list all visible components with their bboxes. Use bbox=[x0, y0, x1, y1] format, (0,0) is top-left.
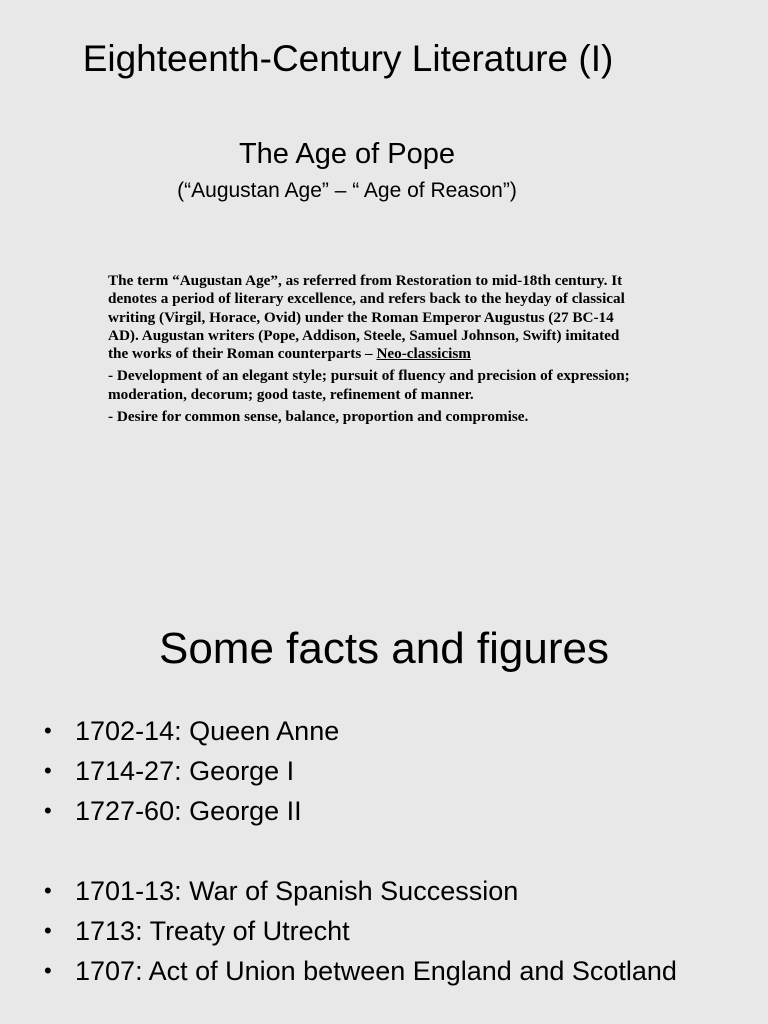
list-item-text: 1702-14: Queen Anne bbox=[75, 716, 340, 746]
bullet-icon: • bbox=[44, 718, 52, 743]
list-item-text: 1707: Act of Union between England and Scotland bbox=[75, 956, 677, 986]
list-item bbox=[44, 915, 744, 947]
list-item-text: 1727-60: George II bbox=[75, 796, 302, 826]
slide-facts-and-figures bbox=[0, 600, 768, 1024]
list-item bbox=[44, 715, 744, 747]
paragraph-common-sense: - Desire for common sense, balance, proportion and compromise. bbox=[108, 408, 529, 426]
events-list bbox=[44, 875, 744, 995]
paragraph-augustan-term-text: The term “Augustan Age”, as referred from Restoration to mid-18th century. It denotes a period of literary excellence, and refers back to the heyday of classical writing (Virgil, Horace, Ovid) under the Roman Emperor Augustus (27 BC-14 AD). Augustan writers (Pope, Addison, Steele, Samuel Johnson, Swift) imitated the works of their Roman counterparts – bbox=[108, 272, 625, 363]
list-item bbox=[44, 875, 744, 907]
body-text bbox=[108, 272, 638, 430]
paragraph-augustan-term bbox=[108, 272, 638, 363]
list-item-text: 1714-27: George I bbox=[75, 756, 295, 786]
bullet-icon: • bbox=[44, 878, 52, 903]
paragraph-elegant-style: - Development of an elegant style; pursuit of fluency and precision of expression; moderation, decorum; good taste, refinement of manner. bbox=[108, 367, 630, 403]
list-item-text: 1701-13: War of Spanish Succession bbox=[75, 876, 519, 906]
bullet-icon: • bbox=[44, 798, 52, 823]
list-item bbox=[44, 955, 744, 987]
slide-title: Eighteenth-Century Literature (I) bbox=[82, 38, 614, 79]
monarchs-list bbox=[44, 715, 744, 835]
slide-subtitle: The Age of Pope bbox=[238, 138, 456, 170]
list-item bbox=[44, 755, 744, 787]
list-item-text: 1713: Treaty of Utrecht bbox=[75, 916, 350, 946]
bullet-icon: • bbox=[44, 918, 52, 943]
list-item bbox=[44, 795, 744, 827]
bullet-icon: • bbox=[44, 758, 52, 783]
neo-classicism-link[interactable]: Neo-classicism bbox=[376, 345, 471, 363]
slide-subsubtitle: (“Augustan Age” – “ Age of Reason”) bbox=[177, 179, 517, 202]
bullet-icon: • bbox=[44, 958, 52, 983]
facts-heading: Some facts and figures bbox=[158, 624, 609, 673]
